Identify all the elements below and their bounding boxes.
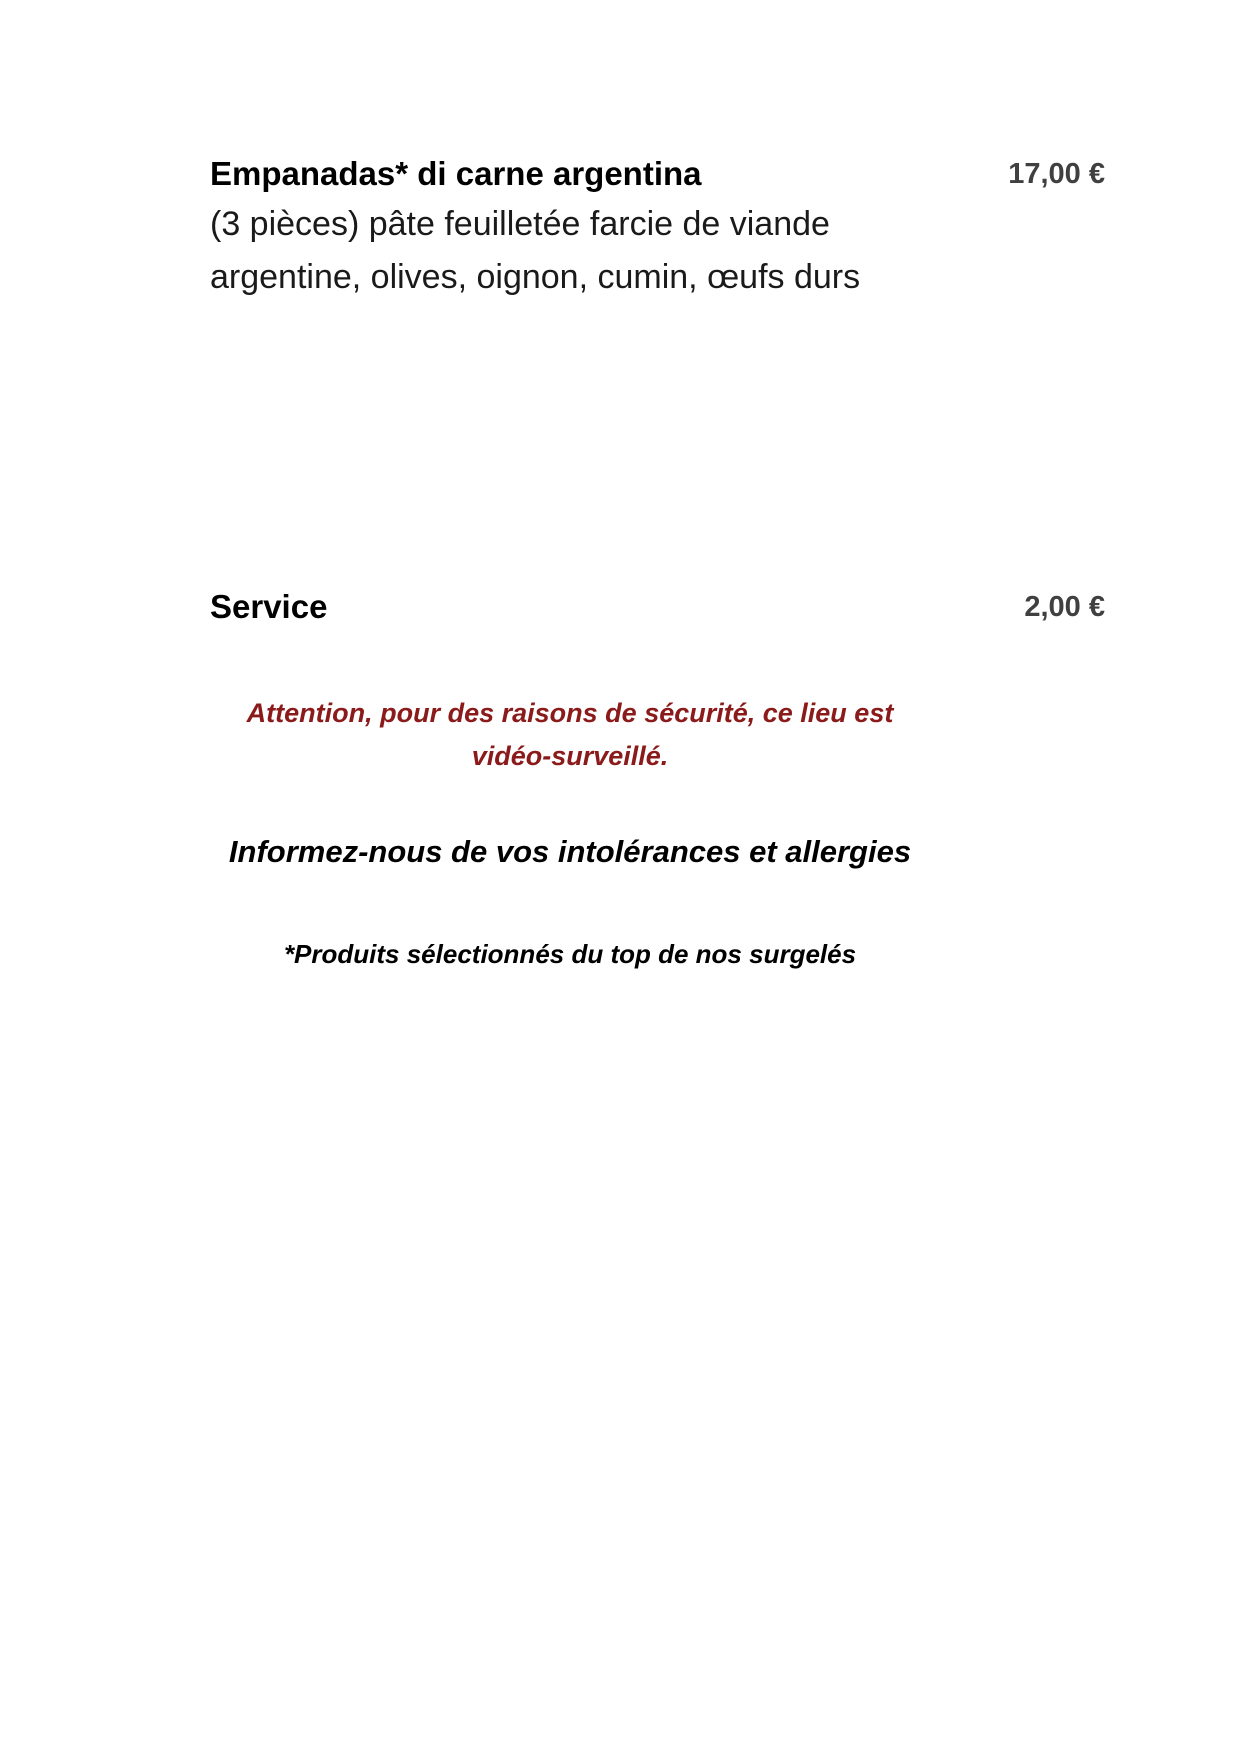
- menu-item-price: 17,00 €: [1008, 158, 1105, 190]
- menu-item-name: Empanadas* di carne argentina: [210, 155, 702, 192]
- security-notice-line-1: Attention, pour des raisons de sécurité, ce lieu est: [246, 698, 894, 728]
- security-notice: [140, 692, 1000, 778]
- allergy-notice: Informez-nous de vos intolérances et allergies: [228, 834, 912, 869]
- menu-item-price: 2,00 €: [1024, 591, 1105, 623]
- menu-item-description: (3 pièces) pâte feuilletée farcie de viande argentine, olives, oignon, cumin, œufs durs: [210, 205, 861, 296]
- menu-item-service: [210, 585, 1105, 629]
- menu-item-name: Service: [210, 588, 328, 625]
- menu-item-empanadas: [210, 152, 1105, 304]
- frozen-products-footnote: *Produits sélectionnés du top de nos surgelés: [283, 939, 857, 969]
- security-notice-line-2: vidéo-surveillé.: [471, 741, 669, 771]
